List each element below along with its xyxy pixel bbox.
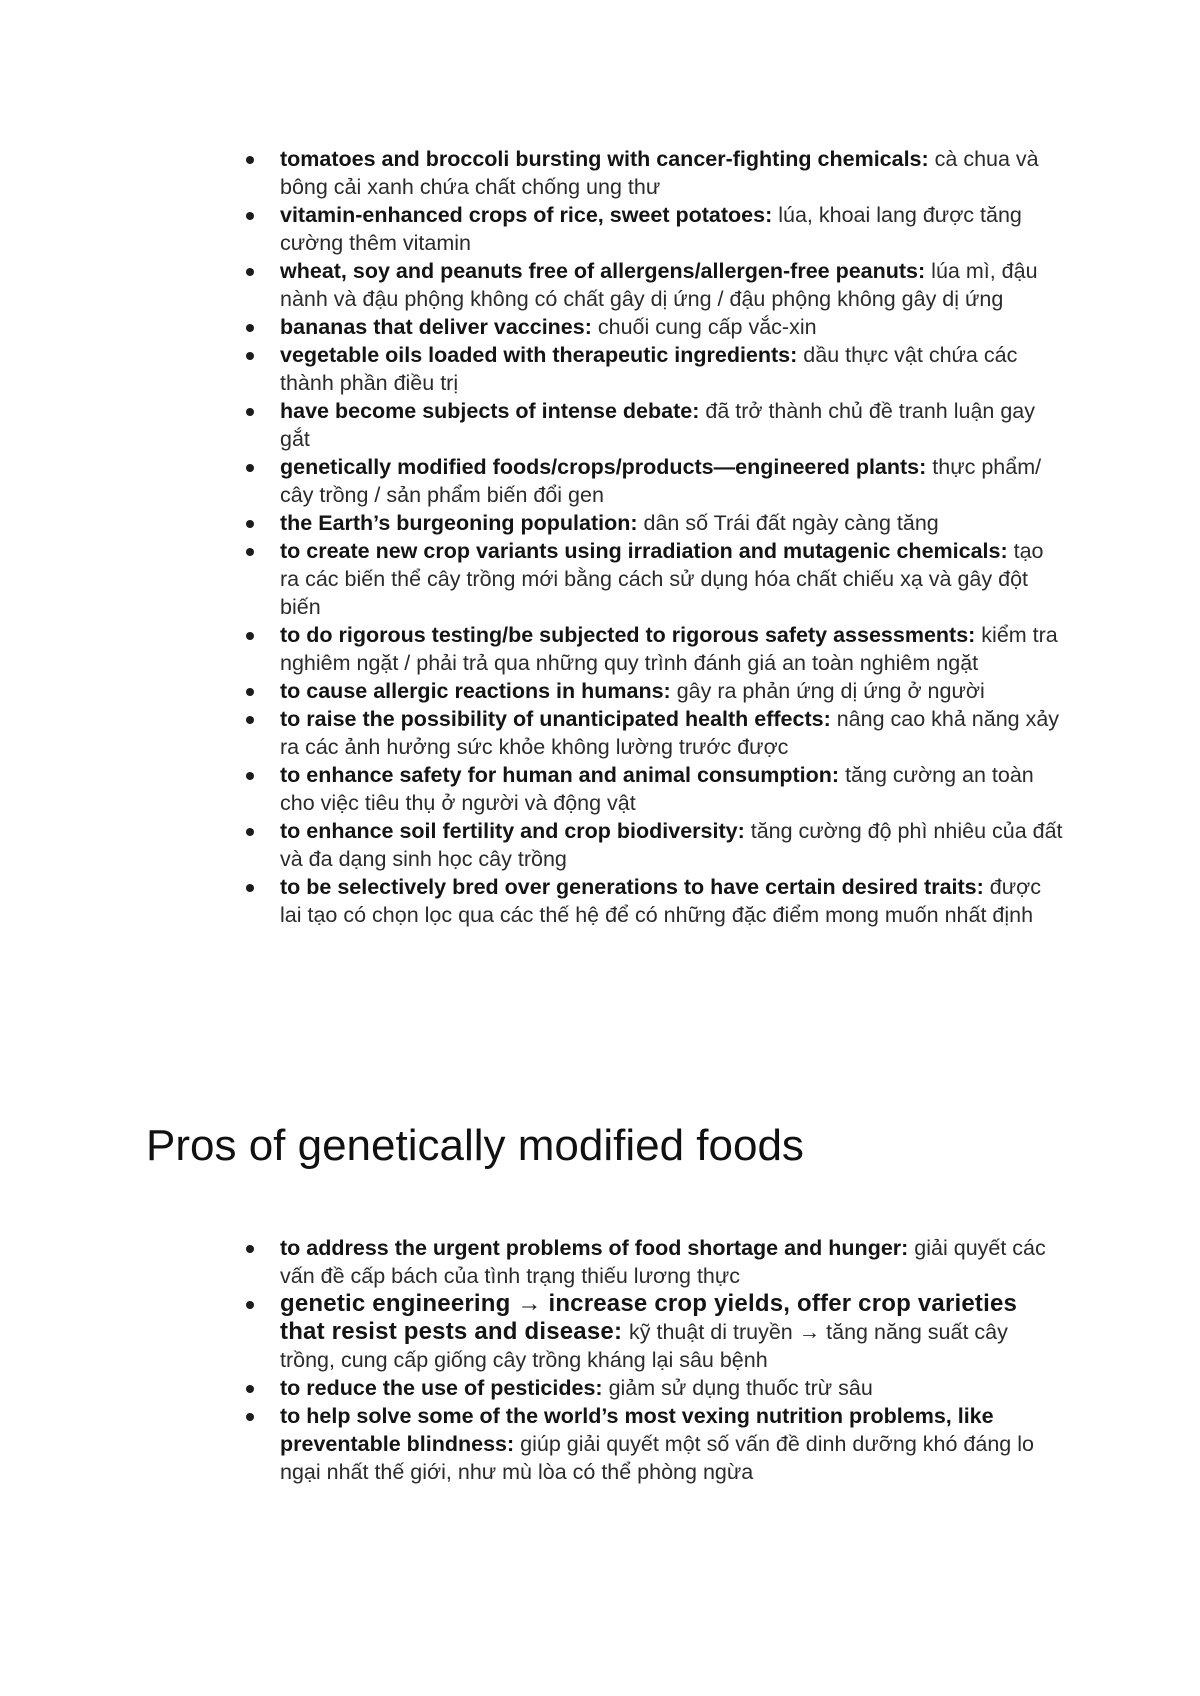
vocab-meaning: giải quyết các vấn đề cấp bách của tình trạng thiếu lương thực [280, 1236, 1046, 1288]
vocab-meaning: gây ra phản ứng dị ứng ở người [676, 679, 985, 703]
vocab-term: genetic engineering → increase crop yields, offer crop varieties that resist pests and disease [280, 1290, 1018, 1345]
vocab-meaning: đã trở thành chủ đề tranh luận gay gắt [280, 399, 1036, 451]
list-item: wheat, soy and peanuts free of allergens/allergen-free peanuts: lúa mì, đậu nành và đậu phộng không có chất gây dị ứng / đậu phộng không gây dị ứng [244, 257, 1064, 313]
vocab-meaning: cà chua và bông cải xanh chứa chất chống ung thư [280, 147, 1039, 199]
vocab-meaning: chuối cung cấp vắc-xin [597, 315, 817, 339]
vocab-meaning: nâng cao khả năng xảy ra các ảnh hưởng sức khỏe không lường trước được [280, 707, 1060, 759]
list-item: have become subjects of intense debate: đã trở thành chủ đề tranh luận gay gắt [244, 397, 1064, 453]
vocab-term: have become subjects of intense debate [280, 399, 693, 423]
vocab-term: to do rigorous testing/be subjected to rigorous safety assessments [280, 623, 969, 647]
vocabulary-list [244, 145, 1064, 929]
vocab-meaning: lúa mì, đậu nành và đậu phộng không có chất gây dị ứng / đậu phộng không gây dị ứng [280, 259, 1038, 311]
list-item: to enhance safety for human and animal consumption: tăng cường an toàn cho việc tiêu thụ ở người và động vật [244, 761, 1064, 817]
vocab-term: to enhance safety for human and animal consumption [280, 763, 832, 787]
list-item: to raise the possibility of unanticipated health effects: nâng cao khả năng xảy ra các ảnh hưởng sức khỏe không lường trước được [244, 705, 1064, 761]
vocab-meaning: kiểm tra nghiêm ngặt / phải trả qua những quy trình đánh giá an toàn nghiêm ngặt [280, 623, 1058, 675]
vocab-term: to raise the possibility of unanticipated health effects [280, 707, 824, 731]
vocab-term: tomatoes and broccoli bursting with cancer-fighting chemicals [280, 147, 922, 171]
vocab-term: genetically modified foods/crops/products—engineered plants [280, 455, 920, 479]
vocab-meaning: lúa, khoai lang được tăng cường thêm vitamin [280, 203, 1022, 255]
vocab-meaning: giúp giải quyết một số vấn đề dinh dưỡng khó đáng lo ngại nhất thế giới, như mù lòa có thể phòng ngừa [280, 1432, 1034, 1484]
vocab-term: the Earth’s burgeoning population [280, 511, 631, 535]
vocab-meaning: được lai tạo có chọn lọc qua các thế hệ để có những đặc điểm mong muốn nhất định [280, 875, 1041, 927]
vocab-term: to help solve some of the world’s most vexing nutrition problems, like preventable blindness [280, 1404, 994, 1456]
vocab-term: to reduce the use of pesticides [280, 1376, 596, 1400]
list-item: vegetable oils loaded with therapeutic ingredients: dầu thực vật chứa các thành phần điều trị [244, 341, 1064, 397]
list-item: bananas that deliver vaccines: chuối cung cấp vắc-xin [244, 313, 1064, 341]
vocab-meaning: kỹ thuật di truyền → tăng năng suất cây trồng, cung cấp giống cây trồng kháng lại sâu bệnh [280, 1320, 1008, 1372]
list-item: tomatoes and broccoli bursting with cancer-fighting chemicals: cà chua và bông cải xanh chứa chất chống ung thư [244, 145, 1064, 201]
vocab-meaning: dầu thực vật chứa các thành phần điều trị [280, 343, 1018, 395]
section-heading: Pros of genetically modified foods [146, 1121, 804, 1170]
list-item: to do rigorous testing/be subjected to rigorous safety assessments: kiểm tra nghiêm ngặt / phải trả qua những quy trình đánh giá an toàn nghiêm ngặt [244, 621, 1064, 677]
vocab-term: to create new crop variants using irradiation and mutagenic chemicals [280, 539, 1001, 563]
list-item: the Earth’s burgeoning population: dân số Trái đất ngày càng tăng [244, 509, 1064, 537]
vocab-meaning: tạo ra các biến thể cây trồng mới bằng cách sử dụng hóa chất chiếu xạ và gây đột biến [280, 539, 1044, 619]
list-item: to address the urgent problems of food shortage and hunger: giải quyết các vấn đề cấp bách của tình trạng thiếu lương thực [244, 1234, 1064, 1290]
vocab-term: to enhance soil fertility and crop biodiversity [280, 819, 738, 843]
vocab-term: bananas that deliver vaccines [280, 315, 585, 339]
list-item: to create new crop variants using irradiation and mutagenic chemicals: tạo ra các biến thể cây trồng mới bằng cách sử dụng hóa chất chiếu xạ và gây đột biến [244, 537, 1064, 621]
list-item: to reduce the use of pesticides: giảm sử dụng thuốc trừ sâu [244, 1374, 1064, 1402]
vocab-term: wheat, soy and peanuts free of allergens/allergen-free peanuts [280, 259, 919, 283]
vocab-meaning: dân số Trái đất ngày càng tăng [643, 511, 939, 535]
vocab-term: to address the urgent problems of food shortage and hunger [280, 1236, 902, 1260]
vocab-meaning: tăng cường an toàn cho việc tiêu thụ ở người và động vật [280, 763, 1034, 815]
list-item: to enhance soil fertility and crop biodiversity: tăng cường độ phì nhiêu của đất và đa dạng sinh học cây trồng [244, 817, 1064, 873]
vocab-meaning: giảm sử dụng thuốc trừ sâu [608, 1376, 873, 1400]
list-item: to help solve some of the world’s most vexing nutrition problems, like preventable blindness: giúp giải quyết một số vấn đề dinh dưỡng khó đáng lo ngại nhất thế giới, như mù lòa có thể phòng ngừa [244, 1402, 1064, 1486]
list-item: to cause allergic reactions in humans: gây ra phản ứng dị ứng ở người [244, 677, 1064, 705]
list-item: vitamin-enhanced crops of rice, sweet potatoes: lúa, khoai lang được tăng cường thêm vitamin [244, 201, 1064, 257]
vocab-term: to be selectively bred over generations to have certain desired traits [280, 875, 977, 899]
pros-list [244, 1234, 1064, 1486]
vocab-term: vegetable oils loaded with therapeutic ingredients [280, 343, 791, 367]
list-item: genetically modified foods/crops/products—engineered plants: thực phẩm/ cây trồng / sản phẩm biến đổi gen [244, 453, 1064, 509]
list-item: to be selectively bred over generations to have certain desired traits: được lai tạo có chọn lọc qua các thế hệ để có những đặc điểm mong muốn nhất định [244, 873, 1064, 929]
vocab-term: vitamin-enhanced crops of rice, sweet potatoes [280, 203, 766, 227]
vocab-term: to cause allergic reactions in humans [280, 679, 664, 703]
list-item: genetic engineering → increase crop yields, offer crop varieties that resist pests and disease: kỹ thuật di truyền → tăng năng suất cây trồng, cung cấp giống cây trồng kháng lại sâu bệnh [244, 1290, 1064, 1374]
vocab-meaning: thực phẩm/ cây trồng / sản phẩm biến đổi gen [280, 455, 1042, 507]
vocab-meaning: tăng cường độ phì nhiêu của đất và đa dạng sinh học cây trồng [280, 819, 1063, 871]
